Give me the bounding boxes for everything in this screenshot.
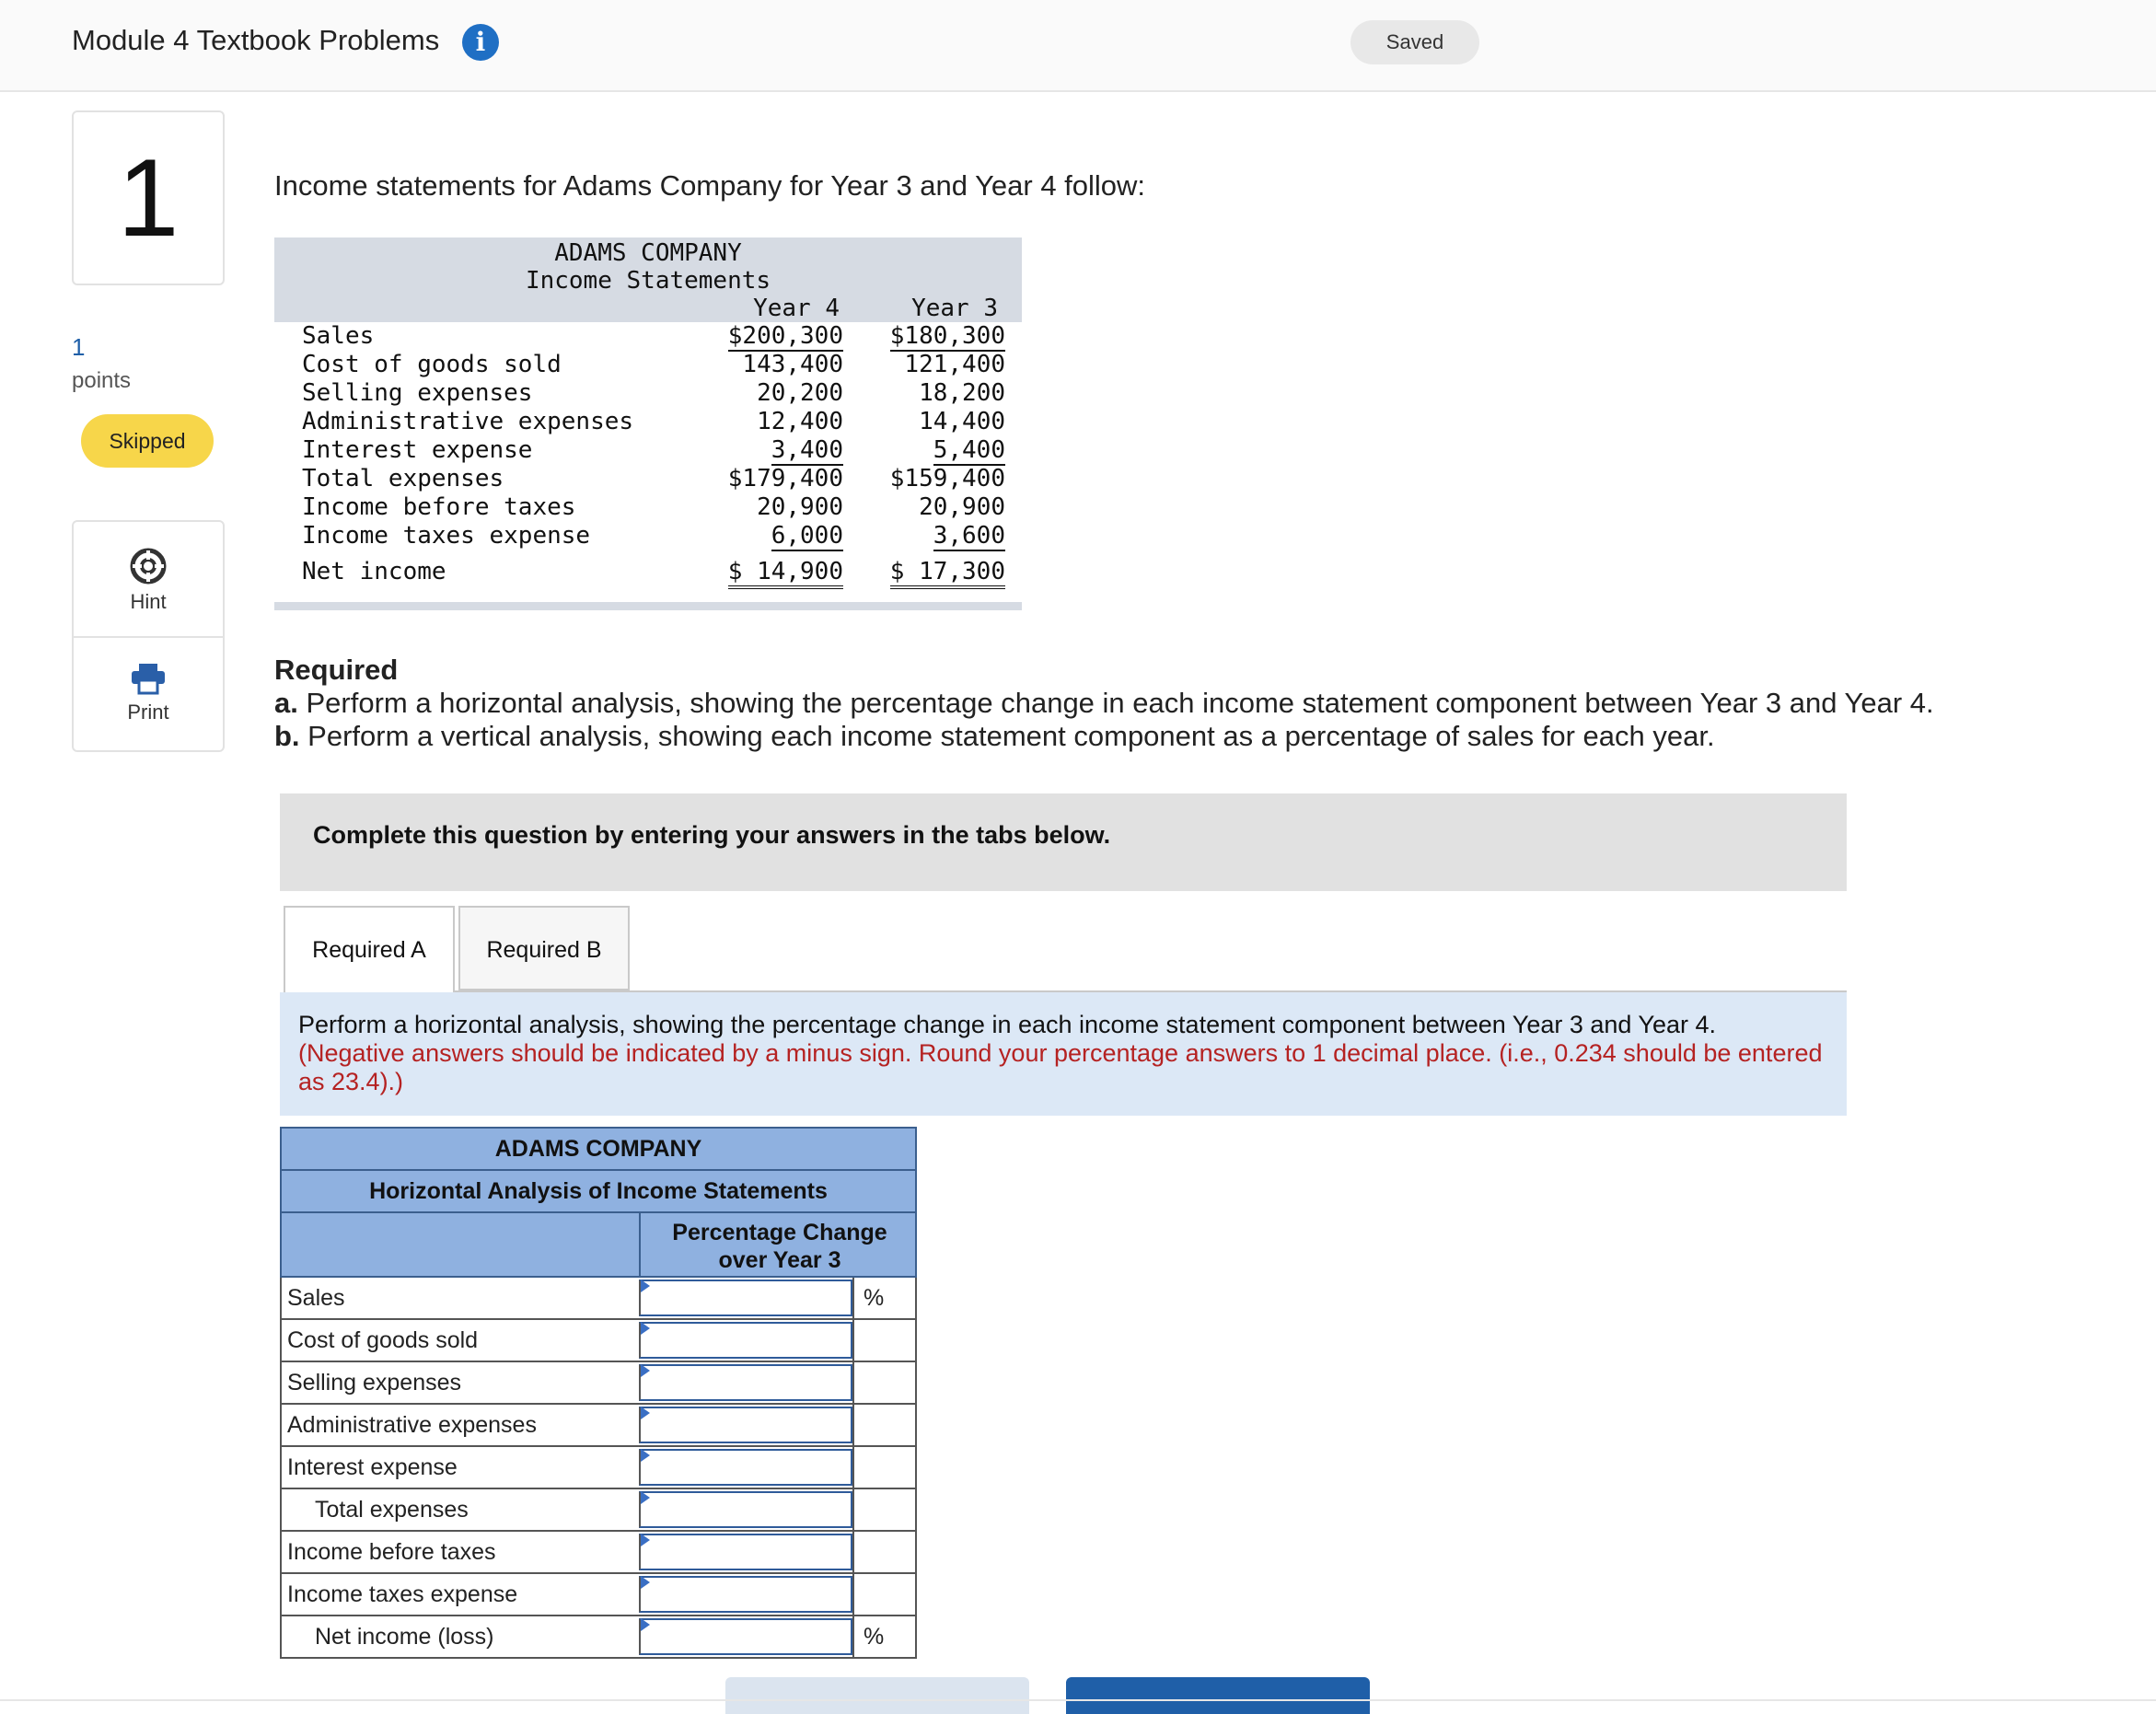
input-marker-icon [641,1449,650,1462]
percentage-change-header-line1: Percentage Change [672,1220,887,1245]
input-marker-icon [641,1280,650,1292]
row-label: Total expenses [302,465,504,492]
percentage-change-header [639,1213,919,1276]
statement-row [274,558,1022,586]
part-a-label: a. [274,687,298,719]
year4-value: $ 14,900 [728,558,843,589]
year3-value: 18,200 [919,379,1005,407]
total-expenses-change-input[interactable] [639,1491,852,1528]
row-label: Income taxes expense [302,522,591,550]
statement-row [274,436,1022,465]
answer-table-title: Horizontal Analysis of Income Statements [280,1169,917,1213]
year3-value: 121,400 [904,351,1005,378]
year3-value: 3,600 [933,522,1005,550]
answer-row-admin [280,1405,917,1447]
row-label: Net income [302,558,446,585]
year3-value: 5,400 [933,436,1005,464]
tab-required-a[interactable]: Required A [284,906,455,994]
top-bar [0,0,2156,92]
input-marker-icon [641,1618,650,1631]
print-button[interactable] [74,636,223,750]
statement-company: ADAMS COMPANY [554,239,742,267]
question-intro: Income statements for Adams Company for Year 3 and Year 4 follow: [274,169,1146,202]
previous-tab-button[interactable] [725,1677,1029,1714]
answer-row-label: Sales [287,1285,345,1311]
year3-value: $ 17,300 [890,558,1005,589]
footer-divider [0,1699,2156,1701]
question-number-box [72,110,225,285]
hint-label: Hint [130,590,167,613]
statement-footer [274,602,1022,610]
answer-row-selling [280,1362,917,1405]
statement-row [274,322,1022,351]
complete-prompt: Complete this question by entering your answers in the tabs below. [313,821,1111,849]
row-label: Cost of goods sold [302,351,562,378]
answer-row-label: Cost of goods sold [287,1327,479,1353]
cogs-change-input[interactable] [639,1322,852,1359]
row-label: Administrative expenses [302,408,634,435]
print-label: Print [127,701,169,724]
year3-value: $159,400 [889,465,1005,492]
answer-row-total-expenses [280,1489,917,1532]
net-income-change-input[interactable] [639,1618,852,1655]
income-before-taxes-change-input[interactable] [639,1534,852,1570]
answer-row-income-before-taxes [280,1532,917,1574]
year3-value: 20,900 [919,493,1005,521]
required-heading: Required [274,654,399,686]
year4-value: 12,400 [757,408,843,435]
instructions-main: Perform a horizontal analysis, showing the percentage change in each income statement component between Year 3 and Year 4. [298,1011,1717,1038]
statement-title: Income Statements [525,267,771,295]
row-label: Sales [302,322,375,350]
year4-value: 143,400 [742,351,843,378]
part-b-text: Perform a vertical analysis, showing each income statement component as a percentage of sales for each year. [299,720,1715,752]
answer-row-label: Income before taxes [287,1539,496,1565]
year3-header: Year 3 [911,295,998,322]
percent-cell [852,1320,917,1361]
hint-button[interactable] [74,522,223,638]
statement-row [274,379,1022,408]
statement-row [274,351,1022,379]
percent-cell [852,1362,917,1403]
income-statement-table [274,237,1022,611]
year3-value: 14,400 [919,408,1005,435]
saved-status: Saved [1350,20,1479,64]
answer-row-sales [280,1278,917,1320]
sales-change-input[interactable] [639,1280,852,1316]
tools-panel [72,520,225,752]
answer-row-interest [280,1447,917,1489]
year4-value: 20,200 [757,379,843,407]
instructions-note: (Negative answers should be indicated by a minus sign. Round your percentage answers to 1 decimal place. (i.e., 0.234 should be entered as 23.4).) [298,1039,1823,1095]
skipped-badge: Skipped [81,414,214,468]
question-number: 1 [117,136,180,260]
input-marker-icon [641,1364,650,1377]
part-a-text: Perform a horizontal analysis, showing the percentage change in each income statement component between Year 3 and Year 4. [297,687,1934,719]
printer-icon [130,662,167,695]
lifebuoy-icon [130,548,167,585]
input-marker-icon [641,1534,650,1546]
percent-cell [852,1574,917,1615]
answer-row-cogs [280,1320,917,1362]
answer-row-label: Income taxes expense [287,1581,518,1607]
input-marker-icon [641,1322,650,1335]
points-value: 1 [72,333,86,361]
row-label: Interest expense [302,436,533,464]
answer-row-label: Administrative expenses [287,1412,537,1438]
answer-row-label: Net income (loss) [315,1624,494,1650]
percent-sign: % [852,1278,917,1318]
percent-cell [852,1532,917,1572]
answer-row-label: Total expenses [315,1497,469,1523]
required-section [274,654,1934,753]
year4-value: $179,400 [727,465,843,492]
interest-change-input[interactable] [639,1449,852,1486]
answer-row-net-income [280,1616,917,1659]
answer-table-column-header [280,1211,917,1278]
admin-change-input[interactable] [639,1407,852,1443]
tab-required-b[interactable]: Required B [458,906,630,990]
answer-row-label: Interest expense [287,1454,458,1480]
input-marker-icon [641,1407,650,1419]
instructions-box [280,992,1847,1116]
info-icon[interactable]: i [462,24,499,61]
answer-row-income-taxes [280,1574,917,1616]
statement-row [274,522,1022,550]
complete-prompt-box [280,793,1847,891]
answer-table-company: ADAMS COMPANY [280,1127,917,1171]
next-tab-button[interactable] [1066,1677,1370,1714]
year4-header: Year 4 [753,295,840,322]
statement-row [274,465,1022,493]
year4-value: 3,400 [771,436,843,464]
year4-value: $200,300 [727,322,843,350]
input-marker-icon [641,1576,650,1589]
percent-cell [852,1447,917,1488]
row-label: Selling expenses [302,379,533,407]
points-label: points [72,368,132,393]
income-taxes-change-input[interactable] [639,1576,852,1613]
percent-cell [852,1405,917,1445]
year3-value: $180,300 [889,322,1005,350]
year4-value: 6,000 [771,522,843,550]
statement-row [274,493,1022,522]
instructions [298,1011,1826,1096]
percent-cell [852,1489,917,1530]
answer-row-label: Selling expenses [287,1370,462,1396]
statement-row [274,408,1022,436]
assignment-title: Module 4 Textbook Problems [72,24,440,56]
selling-change-input[interactable] [639,1364,852,1401]
percentage-change-header-line2: over Year 3 [718,1247,841,1273]
year4-value: 20,900 [757,493,843,521]
input-marker-icon [641,1491,650,1504]
part-b-label: b. [274,720,300,752]
percent-sign: % [852,1616,917,1657]
row-label: Income before taxes [302,493,576,521]
